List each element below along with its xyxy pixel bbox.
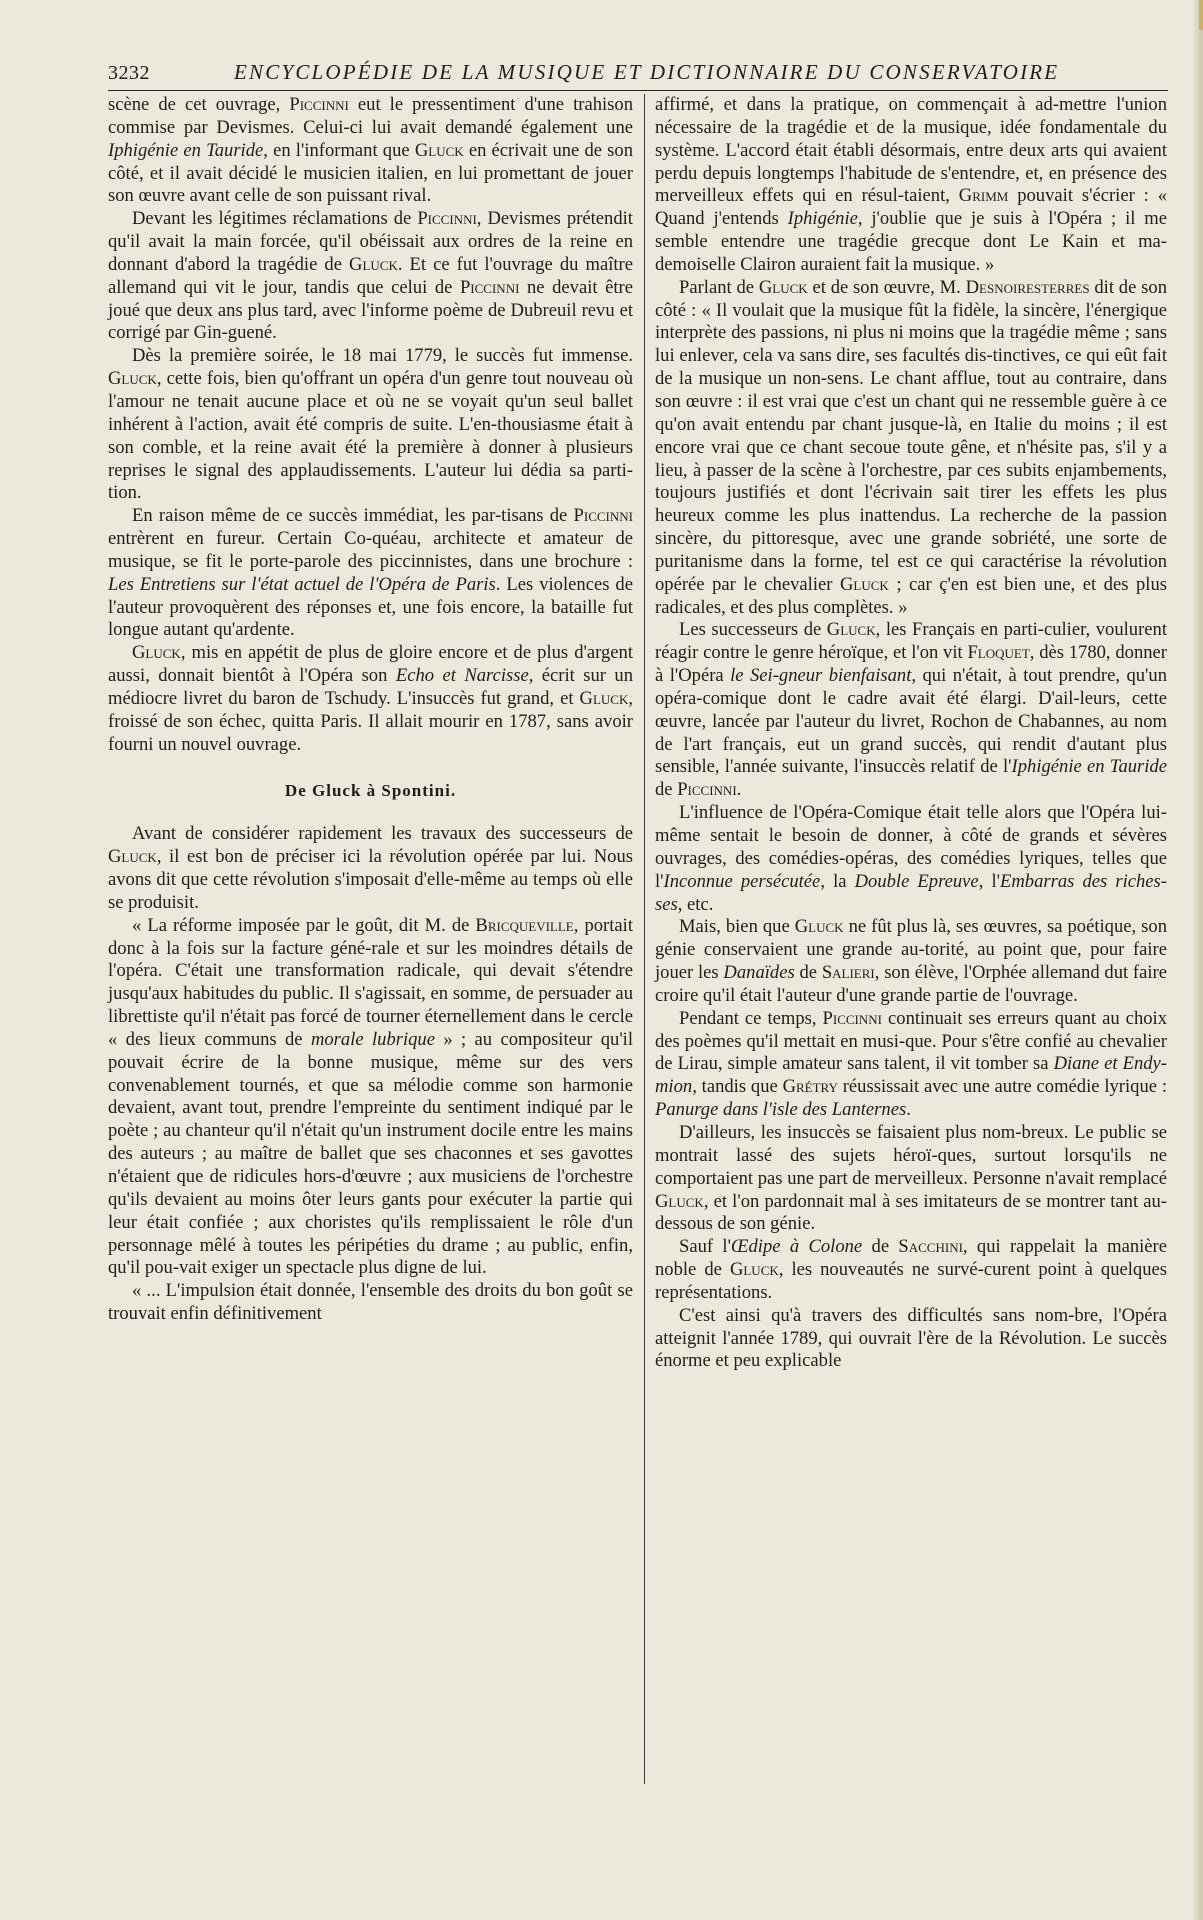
paragraph: Sauf l'Œdipe à Colone de Sacchini, qui rappelait la manière noble de Gluck, les nouveautés ne survé-curent point à quelques représentations. <box>655 1236 1168 1303</box>
column-rule <box>644 94 645 1784</box>
quotation-paragraph: « ... L'impulsion était donnée, l'ensemble des droits du bon goût se trouvait enfin définitivement <box>108 1280 633 1325</box>
name-piccinni: Piccinni <box>459 276 520 298</box>
work-title: Iphigénie, <box>787 208 863 230</box>
book-spine-edge <box>1193 0 1203 1920</box>
paragraph: affirmé, et dans la pratique, on commençait à ad-mettre l'union nécessaire de la tragédie et de la musique, idée fondamentale du système. L'accord était établi désormais, entre deux arts qui avaient perdu depuis longtemps l'habitude de s'entendre, et, en présence des merveilleux effets qui en résul-taient, Grimm pouvait s'écrier : « Quand j'entends Iphigénie, j'oublie que je suis à l'Opéra ; il me semble entendre une tragédie grecque dont Le Kain et ma-demoiselle Clairon auraient fait la musique. » <box>655 94 1167 275</box>
name-piccinni: Piccinni <box>289 94 349 115</box>
paragraph: Parlant de Gluck et de son œuvre, M. Desnoiresterres dit de son côté : « Il voulait que la musique fût la fidèle, la sincère, l'énergique interprète des passions, ni plus ni moins que la tragédie même ; sans lui enlever, cela va sans dire, ses facultés dis-tinctives, ce qui eût fait de la musique un non-sens. Le chant afflue, tout au contraire, dans son œuvre : il est vrai que c'est un chant qui ne ressemble guère à ce qu'on avait entendu par chant jusque-là, en Italie du moins ; il est encore vrai que ce chant secoue toute gêne, et n'hésite pas, s'il y a lieu, à passer de la scène à l'orchestre, par ces subits enjambements, toujours justifiés et dont l'écrivain sait tirer les effets les plus heureux comme les plus inattendus. La recherche de la passion sincère, du pittoresque, avec une grande sobriété, une sorte de puritanisme dans la forme, tel est ce qui caractérise la révolution opérée par le chevalier Gluck ; car ç'en est bien une, et des plus radicales, et des plus complètes. » <box>655 276 1167 618</box>
name-gluck: Gluck <box>839 573 889 595</box>
work-title: Double Epreuve <box>854 870 979 892</box>
spine-tab <box>1199 0 1203 30</box>
paragraph: Avant de considérer rapidement les travaux des successeurs de Gluck, il est bon de préciser ici la révolution opérée par lui. Nous avons dit que cette révolution s'imposait d'elle-même au temps où elle se produisit. <box>108 823 633 913</box>
name-grimm: Grimm <box>958 185 1009 207</box>
name-sacchini: Sacchini <box>898 1236 963 1258</box>
name-gluck: Gluck <box>108 846 157 868</box>
running-head: ENCYCLOPÉDIE DE LA MUSIQUE ET DICTIONNAIRE DU CONSERVATOIRE <box>234 60 1060 84</box>
name-gluck: Gluck <box>826 619 876 641</box>
paragraph: Mais, bien que Gluck ne fût plus là, ses œuvres, sa poétique, son génie conservaient une grande au-torité, au point que, pour faire jouer les Danaïdes de Salieri, son élève, l'Orphée allemand dut faire croire qu'il était l'auteur d'une grande partie de l'ouvrage. <box>655 916 1168 1006</box>
paragraph: C'est ainsi qu'à travers des difficultés sans nom-bre, l'Opéra atteignit l'année 1789, qui ouvrait l'ère de la Révolution. Le succès énorme et peu explicable <box>655 1304 1167 1372</box>
name-desnoiresterres: Desnoiresterres <box>965 276 1090 298</box>
left-column <box>108 94 633 1326</box>
name-gluck: Gluck <box>655 1190 704 1212</box>
section-title: De Gluck à Spontini. <box>284 781 457 801</box>
page-number: 3232 <box>108 62 150 84</box>
paragraph: Devant les légitimes réclamations de Piccinni, Devismes prétendit qu'il avait la main forcée, qu'il obéissait aux ordres de la reine en donnant d'abord la tragédie de Gluck. Et ce fut l'ouvrage du maître allemand qui vit le jour, tandis que celui de Piccinni ne devait être joué que deux ans plus tard, avec l'informe poème de Dubreuil revu et corrigé par Gin-guené. <box>108 208 634 344</box>
name-gretry: Grétry <box>782 1076 838 1098</box>
name-piccinni: Piccinni <box>822 1007 882 1029</box>
paragraph: D'ailleurs, les insuccès se faisaient plus nom-breux. Le public se montrait lassé des sujets héroï-ques, surtout lorsqu'ils ne comportaient pas une part de merveilleux. Personne n'avait remplacé Gluck, et l'on pardonnait mal à ses imitateurs de se montrer tant au-dessous de son génie. <box>655 1121 1167 1235</box>
name-gluck: Gluck <box>108 368 157 390</box>
name-floquet: Floquet <box>967 642 1030 664</box>
work-title: Panurge dans l'isle des Lanternes <box>655 1099 907 1121</box>
page-header <box>108 60 1168 91</box>
work-title: Inconnue persécutée <box>663 870 821 892</box>
paragraph: L'influence de l'Opéra-Comique était telle alors que l'Opéra lui-même sentait le besoin de donner, à côté de grands et sévères ouvrages, des comédies-opéras, des comédies lyriques, telles que l'Inconnue persécutée, la Double Epreuve, l'Embarras des riches-ses, etc. <box>655 802 1167 915</box>
work-title: Danaïdes <box>723 962 795 984</box>
paragraph: Gluck, mis en appétit de plus de gloire encore et de plus d'argent aussi, donnait bientôt à l'Opéra son Echo et Narcisse, écrit sur un médiocre livret du baron de Tschudy. L'insuccès fut grand, et Gluck, froissé de son échec, quitta Paris. Il allait mourir en 1787, sans avoir fourni un nouvel ouvrage. <box>108 642 633 755</box>
work-title: Iphigénie en Tauride <box>108 139 264 161</box>
name-gluck: Gluck <box>579 687 629 709</box>
name-gluck: Gluck <box>414 139 464 161</box>
name-piccinni: Piccinni <box>573 505 633 527</box>
paragraph: scène de cet ouvrage, Piccinni eut le pressentiment d'une trahison commise par Devismes. Celui-ci lui avait demandé également une Iphigénie en Tauride, en l'informant que Gluck en écrivait une de son côté, et il avait décidé le musicien italien, en lui promettant de jouer son œuvre avant celle de son puissant rival. <box>108 94 634 207</box>
name-gluck: Gluck <box>729 1259 779 1281</box>
work-title: Iphigénie en Tauride <box>1011 756 1167 778</box>
paragraph: Pendant ce temps, Piccinni continuait ses erreurs quant au choix des poèmes qu'il mettait en musi-que. Pour s'être confié au chevalier de Lirau, simple amateur sans talent, il vit tomber sa Diane et Endy-mion, tandis que Grétry réussissait avec une autre comédie lyrique : Panurge dans l'isle des Lanternes. <box>655 1007 1167 1121</box>
work-title: Echo et Narcisse, <box>395 665 534 687</box>
work-title: Diane et Endy-mion, <box>655 1053 1167 1098</box>
name-piccinni: Piccinni <box>417 208 477 230</box>
quotation-paragraph: « La réforme imposée par le goût, dit M. de Bricqueville, portait donc à la fois sur la facture géné-rale et sur les moindres détails de l'opéra. C'était une transformation radicale, qui devait s'étendre jusqu'aux habitudes du public. Il s'agissait, en somme, de persuader au librettiste qu'il n'était pas forcé de tourner éternellement dans le cercle « des lieux communs de morale lubrique » ; au compositeur qu'il pouvait écrire de la bonne musique, même sur des vers convenablement tournés, et que sa mélodie comme son harmonie devaient, avant tout, prendre l'empreinte du sentiment indiqué par le poète ; au chanteur qu'il n'était qu'un instrument docile entre les mains des auteurs ; au maître de ballet que ses chaconnes et ses gavottes n'étaient que de ridicules hors-d'œuvre ; aux musiciens de l'orchestre qu'ils devaient au moins ôter leurs gants pour exécuter la partie qui leur était confiée ; aux choristes qu'ils remplissaient le rôle d'un personnage mêlé à toutes les péripéties du drame ; au public, enfin, qu'il pou-vait exiger un spectacle plus digne de lui. <box>108 914 633 1279</box>
work-title: Les Entretiens sur l'état actuel de l'Opéra de Paris <box>108 573 496 595</box>
work-title: Embarras des riches-ses <box>655 870 1167 915</box>
work-title: le Sei-gneur bienfaisant, <box>730 665 917 687</box>
paragraph: Les successeurs de Gluck, les Français en parti-culier, voulurent réagir contre le genre héroïque, et l'on vit Floquet, dès 1780, donner à l'Opéra le Sei-gneur bienfaisant, qui n'était, à tout prendre, qu'un opéra-comique dont le cadre avait été élargi. D'ail-leurs, cette œuvre, lancée par l'auteur du livret, Rochon de Chabannes, au nom de l'art français, eut un grand succès, qui rendit d'autant plus sensible, l'année suivante, l'insuccès relatif de l'Iphigénie en Tauride de Piccinni. <box>655 619 1168 801</box>
work-title: Œdipe à Colone <box>730 1236 863 1258</box>
name-salieri: Salieri <box>821 962 875 984</box>
name-bricqueville: Bricqueville <box>475 914 574 936</box>
paragraph: Dès la première soirée, le 18 mai 1779, le succès fut immense. Gluck, cette fois, bien qu'offrant un opéra d'un genre tout nouveau où l'amour ne tenait aucune place et où ne se voyait qu'un seul ballet inhérent à l'action, avait été compris de suite. L'en-thousiasme était à son comble, et la reine avait été la première à donner à plusieurs reprises le signal des applaudissements. L'auteur lui dédia sa parti-tion. <box>108 345 633 504</box>
quoted-term: morale lubrique <box>310 1028 435 1050</box>
paragraph: En raison même de ce succès immédiat, les par-tisans de Piccinni entrèrent en fureur. Certain Co-quéau, architecte et amateur de musique, se fit le porte-parole des piccinnistes, dans une brochure : Les Entretiens sur l'état actuel de l'Opéra de Paris. Les violences de l'auteur provoquèrent des réponses et, une fois encore, la bataille fut longue autant qu'ardente. <box>108 505 633 641</box>
name-gluck: Gluck <box>758 276 808 298</box>
name-gluck: Gluck <box>794 916 844 938</box>
right-column <box>655 94 1167 1373</box>
name-gluck: Gluck <box>132 642 181 664</box>
name-piccinni: Piccinni <box>677 779 737 801</box>
name-gluck: Gluck <box>349 253 398 275</box>
